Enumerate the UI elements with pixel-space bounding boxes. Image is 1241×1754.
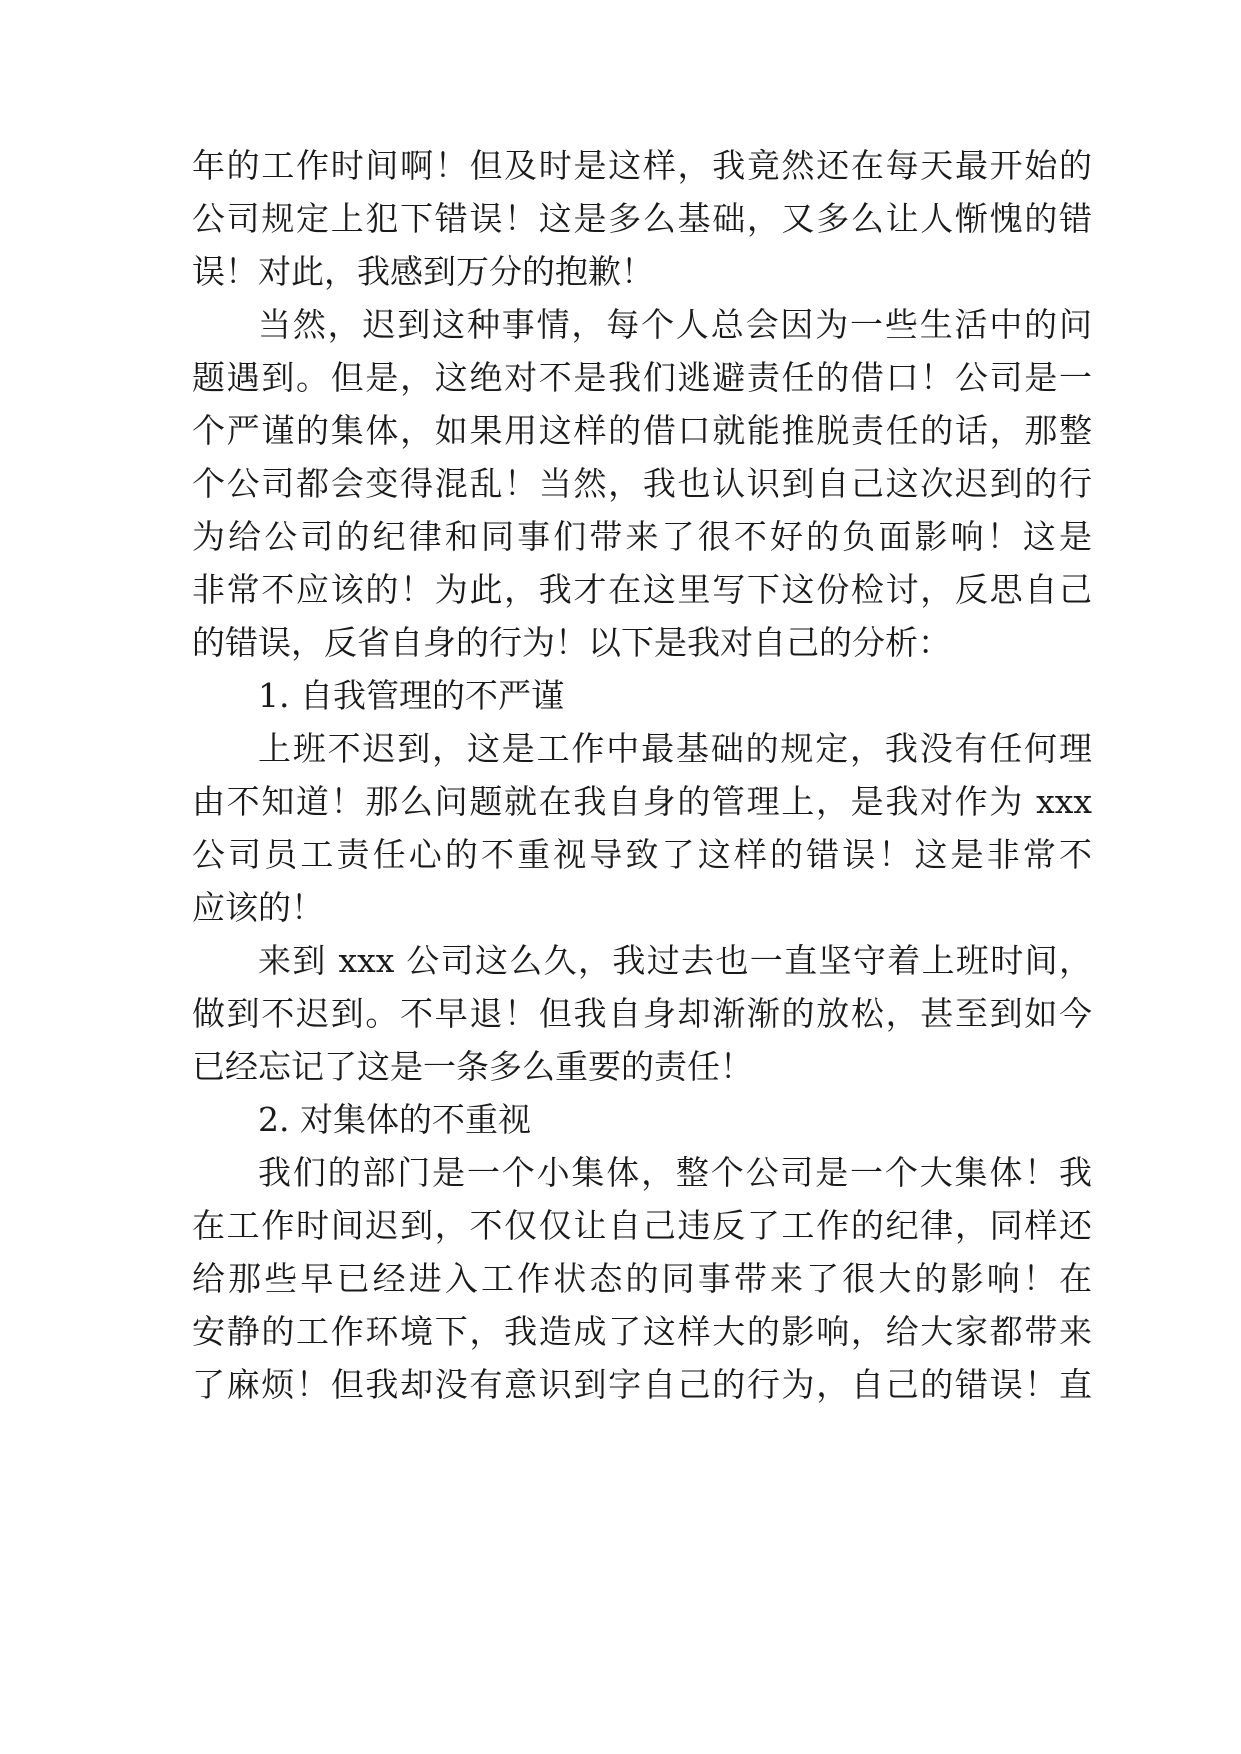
- paragraph-start-line: 来到 xxx 公司这么久，我过去也一直坚守着上班时间，: [258, 941, 1092, 980]
- paragraph-start-line: 上班不迟到，这是工作中最基础的规定，我没有任何理: [258, 729, 1092, 768]
- text-line: 由不知道！那么问题就在我自身的管理上，是我对作为 xxx: [192, 782, 1092, 821]
- text-line: 应该的！: [192, 888, 324, 927]
- text-line: 非常不应该的！为此，我才在这里写下这份检讨，反思自己: [192, 570, 1092, 609]
- text-line: 误！对此，我感到万分的抱歉！: [192, 252, 654, 291]
- text-line: 为给公司的纪律和同事们带来了很不好的负面影响！这是: [192, 517, 1092, 556]
- text-line: 题遇到。但是，这绝对不是我们逃避责任的借口！公司是一: [192, 358, 1092, 397]
- text-line: 了麻烦！但我却没有意识到字自己的行为，自己的错误！直: [192, 1365, 1092, 1404]
- text-line: 安静的工作环境下，我造成了这样大的影响，给大家都带来: [192, 1312, 1092, 1351]
- text-line: 的错误，反省自身的行为！以下是我对自己的分析：: [192, 623, 951, 662]
- text-line: 年的工作时间啊！但及时是这样，我竟然还在每天最开始的: [192, 146, 1092, 185]
- text-line: 已经忘记了这是一条多么重要的责任！: [192, 1047, 753, 1086]
- text-line: 给那些早已经进入工作状态的同事带来了很大的影响！在: [192, 1259, 1092, 1298]
- paragraph-start-line: 我们的部门是一个小集体，整个公司是一个大集体！我: [258, 1153, 1092, 1192]
- text-line: 做到不迟到。不早退！但我自身却渐渐的放松，甚至到如今: [192, 994, 1092, 1033]
- text-line: 在工作时间迟到，不仅仅让自己违反了工作的纪律，同样还: [192, 1206, 1092, 1245]
- text-line: 公司规定上犯下错误！这是多么基础，又多么让人惭愧的错: [192, 199, 1092, 238]
- section-heading-2: 2. 对集体的不重视: [258, 1100, 531, 1139]
- section-heading-1: 1. 自我管理的不严谨: [258, 676, 564, 715]
- text-line: 个公司都会变得混乱！当然，我也认识到自己这次迟到的行: [192, 464, 1092, 503]
- text-line: 公司员工责任心的不重视导致了这样的错误！这是非常不: [192, 835, 1092, 874]
- paragraph-start-line: 当然，迟到这种事情，每个人总会因为一些生活中的问: [258, 305, 1092, 344]
- text-line: 个严谨的集体，如果用这样的借口就能推脱责任的话，那整: [192, 411, 1092, 450]
